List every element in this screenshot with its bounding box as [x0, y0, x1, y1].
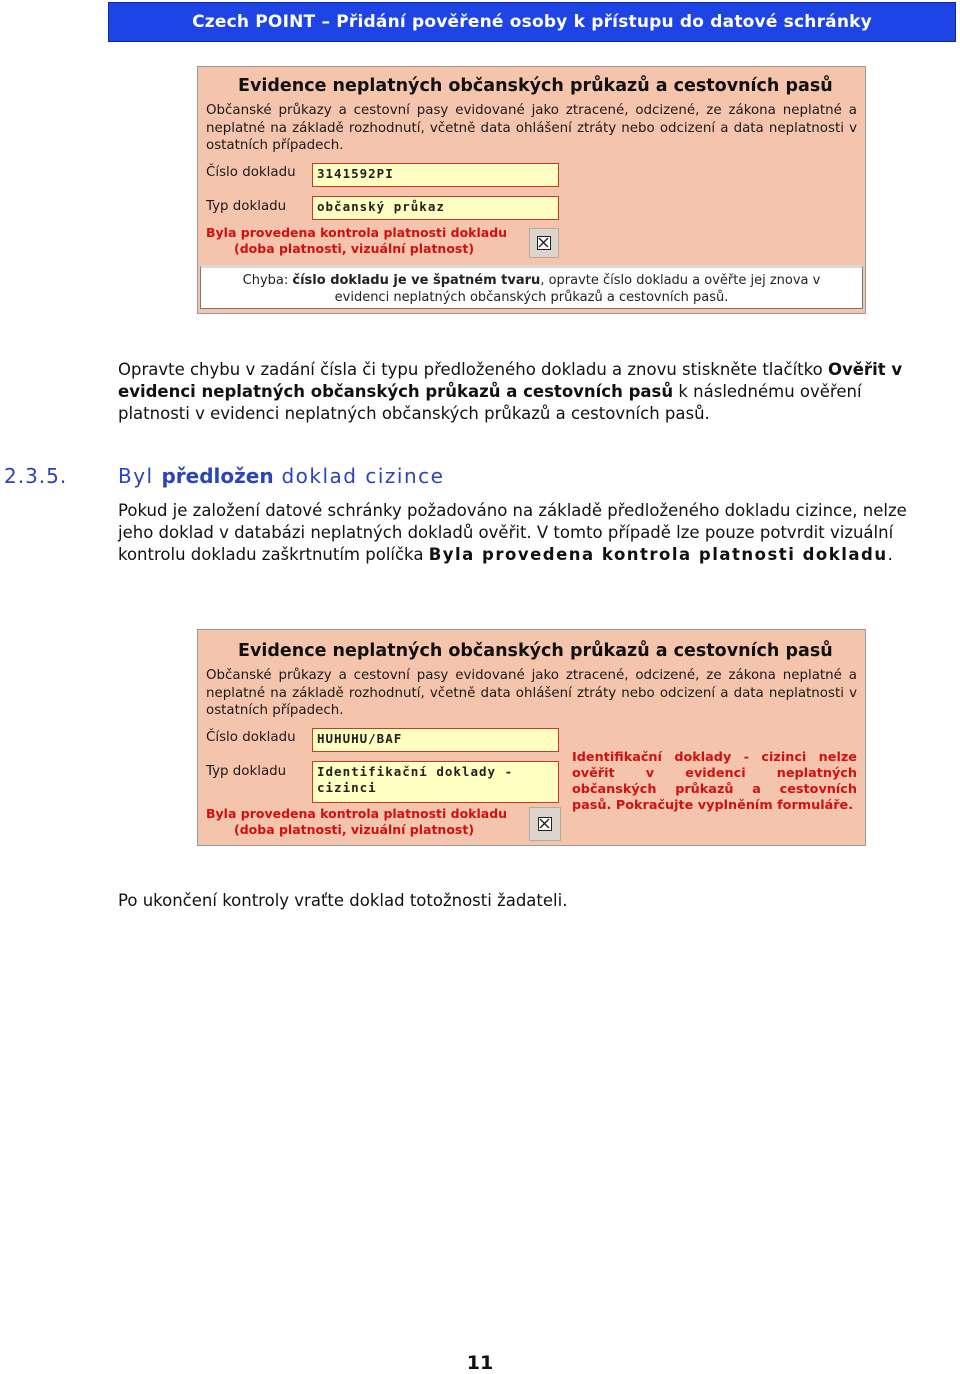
p2-text-b: .	[887, 545, 893, 564]
doc-type-label: Typ dokladu	[206, 764, 287, 779]
form-title: Evidence neplatných občanských průkazů a cestovních pasů	[238, 641, 833, 661]
document-header-title: Czech POINT – Přidání pověřené osoby k přístupu do datové schránky	[192, 12, 872, 32]
section-heading	[4, 464, 445, 488]
doc-number-input[interactable]: HUHUHU/BAF	[312, 728, 559, 752]
document-header	[108, 2, 956, 42]
validity-check-label-line1: Byla provedena kontrola platnosti dokladu	[206, 806, 508, 821]
doc-type-select[interactable]: občanský průkaz	[312, 196, 559, 220]
doc-type-select[interactable]: Identifikační doklady - cizinci	[312, 761, 559, 803]
doc-number-label: Číslo dokladu	[206, 730, 296, 745]
error-message-line1	[201, 272, 862, 289]
doc-number-label: Číslo dokladu	[206, 165, 296, 180]
section-title-b: předložen	[161, 464, 274, 488]
foreigner-info-message: Identifikační doklady - cizinci nelze ověřit v evidenci neplatných občanských průkazů a cestovních pasů. Pokračujte vyplněním formuláře.	[572, 750, 857, 813]
error-prefix: Chyba:	[242, 273, 289, 288]
screenshot-invalid-docs-error	[197, 66, 866, 314]
section-title	[118, 464, 444, 488]
instruction-paragraph-3: Po ukončení kontroly vraťte doklad totožnosti žadateli.	[118, 891, 568, 910]
page-number: 11	[466, 1352, 494, 1374]
form-title: Evidence neplatných občanských průkazů a cestovních pasů	[238, 76, 833, 96]
section-title-a: Byl	[118, 464, 162, 488]
p1-button-name: Ověřit v evidenci neplatných občanských průkazů a cestovních pasů	[118, 360, 903, 401]
error-message-box	[200, 265, 863, 309]
doc-type-label: Typ dokladu	[206, 199, 287, 214]
instruction-paragraph-1	[118, 359, 938, 425]
validity-check-label-line1: Byla provedena kontrola platnosti dokladu	[206, 225, 508, 240]
checkbox-cross-icon	[538, 237, 549, 248]
form-description: Občanské průkazy a cestovní pasy evidované jako ztracené, odcizené, ze zákona neplatné a neplatné na základě rozhodnutí, včetně data ohlášení ztráty nebo odcizení a data neplatnosti v ostatních případech.	[206, 668, 857, 718]
p1-text-b: k následnému ověření platnosti v evidenci neplatných občanských průkazů a cestovních pasů.	[118, 382, 862, 423]
section-number: 2.3.5.	[4, 464, 68, 488]
screenshot-foreigner-doc	[197, 629, 866, 846]
p2-text-a: Pokud je založení datové schránky požadováno na základě předloženého dokladu cizince, nelze jeho doklad v databázi neplatných dokladů ověřit. V tomto případě lze pouze potvrdit vizuální kontrolu dokladu zaškrtnutím políčka	[118, 501, 907, 564]
checkbox-cross-icon	[539, 818, 550, 829]
instruction-paragraph-2	[118, 500, 938, 566]
p1-text-a: Opravte chybu v zadání čísla či typu předloženého dokladu a znovu stiskněte tlačítko	[118, 360, 823, 379]
validity-check-label-line2: (doba platnosti, vizuální platnost)	[234, 240, 475, 256]
validity-checkbox[interactable]	[538, 817, 552, 831]
form-description: Občanské průkazy a cestovní pasy evidované jako ztracené, odcizené, ze zákona neplatné a neplatné na základě rozhodnutí, včetně data ohlášení ztráty nebo odcizení a data neplatnosti v ostatních případech.	[206, 103, 857, 153]
validity-checkbox-frame	[529, 228, 559, 258]
error-highlight: číslo dokladu je ve špatném tvaru	[292, 273, 541, 288]
section-title-c: doklad cizince	[273, 464, 445, 488]
validity-checkbox[interactable]	[537, 236, 551, 250]
doc-number-input[interactable]: 3141592PI	[312, 163, 559, 187]
validity-checkbox-frame	[529, 807, 561, 841]
error-message-line2: evidenci neplatných občanských průkazů a cestovních pasů.	[334, 290, 729, 305]
validity-check-label-line2: (doba platnosti, vizuální platnost)	[234, 821, 475, 837]
error-rest: , opravte číslo dokladu a ověřte jej znova v	[540, 273, 821, 288]
validity-check-label	[206, 806, 507, 837]
validity-check-label	[206, 225, 507, 256]
p2-checkbox-name: Byla provedena kontrola platnosti dokladu	[428, 545, 888, 564]
